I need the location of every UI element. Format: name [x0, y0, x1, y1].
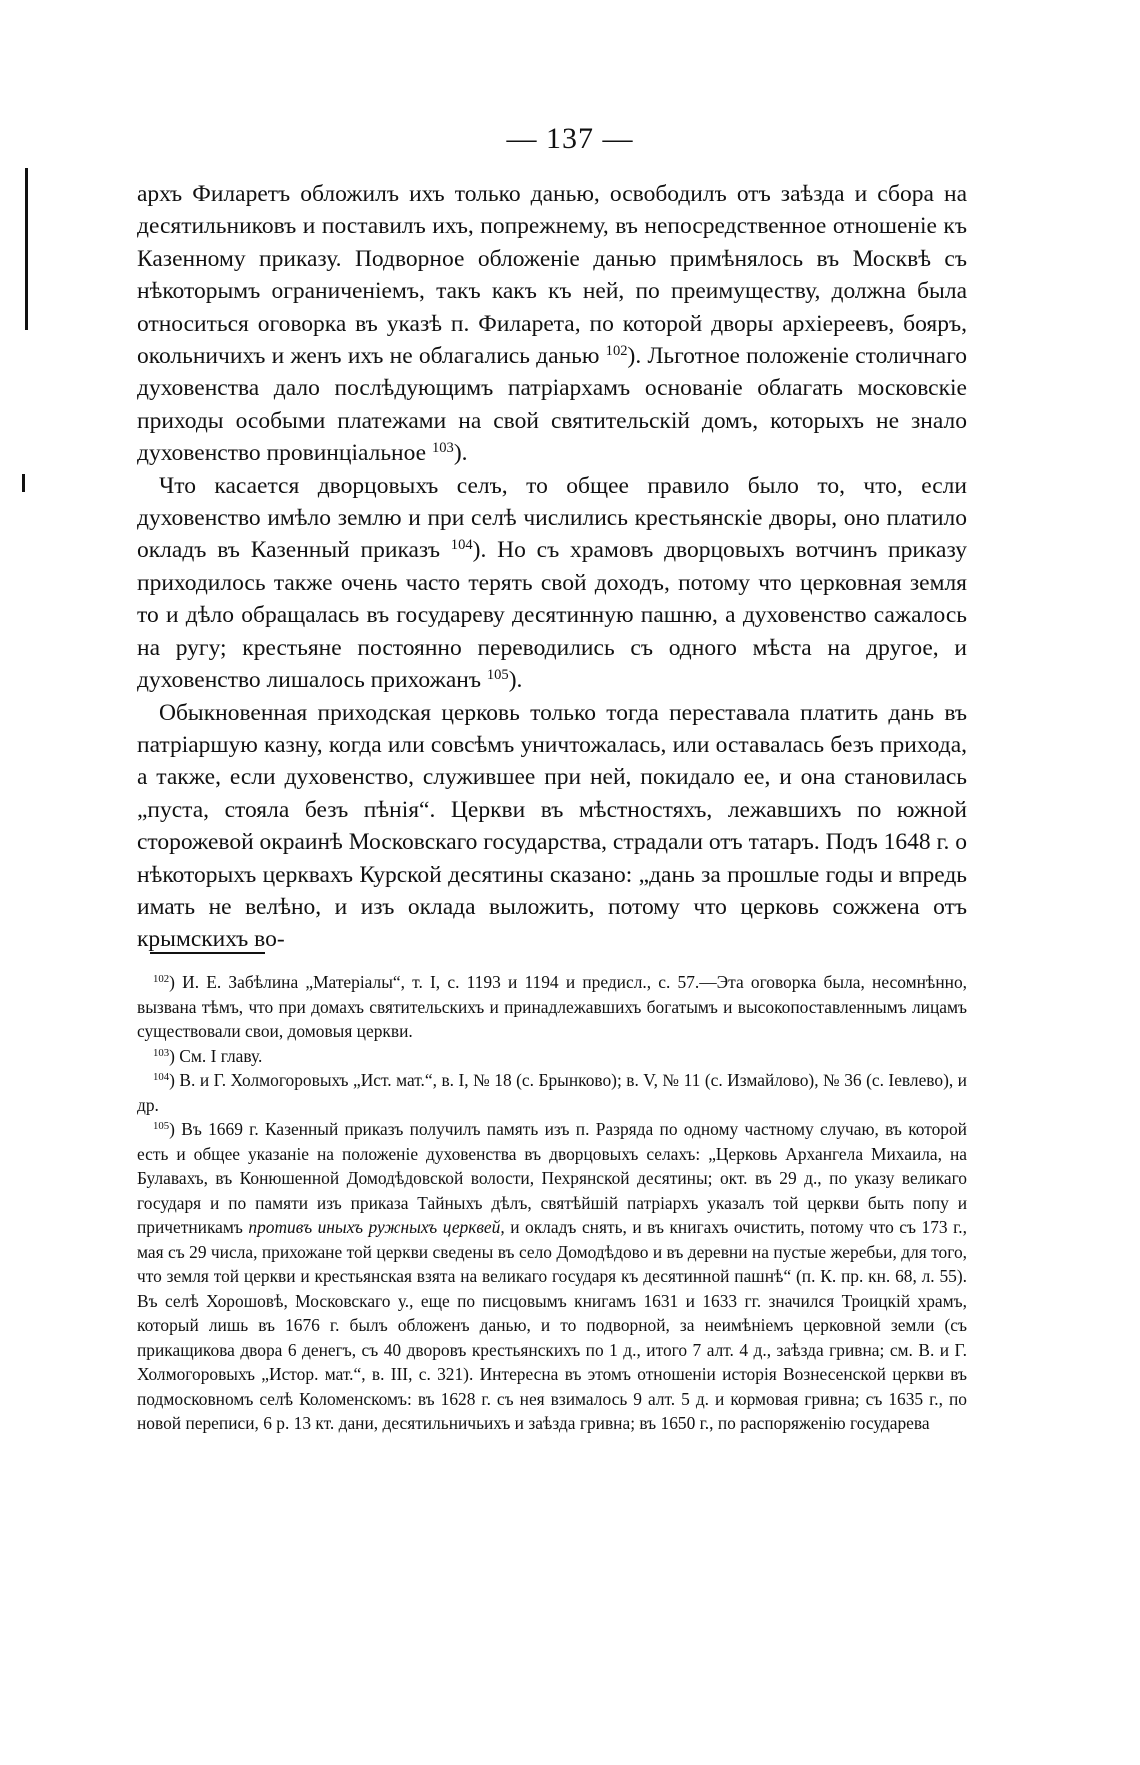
footnote-ref-103: 103	[431, 440, 454, 457]
footnote-103: $^{103}$) См. I главу.	[153, 1045, 263, 1066]
paragraph-2: Что касается дворцовыхъ селъ, то общее правило было то, что, если духовенство имѣло землю и при селѣ числились крестьянскіе дворы, оно платило окладъ въ Казенный приказъ $^{104}$). Но съ храмовъ дворцовыхъ вотчинъ приказу приходилось также очень часто терять свой доходъ, потому что церковная земля то и дѣло обращалась въ государеву десятинную пашню, а духовенство сажалось на ругу; крестьяне постоянно переводились съ одного мѣста на другое, и духовенство лишалось прихожанъ $^{105}$).	[137, 472, 967, 694]
footnote-ref-104: 104	[450, 537, 473, 554]
footnote-ref-102: 102	[605, 343, 628, 360]
paragraph-3: Обыкновенная приходская церковь только тогда переставала платить дань въ патріаршую казну, когда или совсѣмъ уничтожалась, или оставалась безъ прихода, а также, если духовенство, служившее при ней, покидало ее, и она становилась „пуста, стояла безъ пѣнія“. Церкви въ мѣстностяхъ, лежавшихъ по южной сторожевой окраинѣ Московскаго государства, страдали отъ татаръ. Подъ 1648 г. о нѣкоторыхъ церквахъ Курской десятины сказано: „дань за прошлые годы и впредь имать не велѣно, и изъ оклада выложить, потому что церковь сожжена отъ крымскихъ во-	[137, 699, 967, 953]
footnote-105: $^{105}$) Въ 1669 г. Казенный приказъ получилъ память изъ п. Разряда по одному частному случаю, въ которой есть и общее указаніе на положеніе духовенства въ дворцовыхъ селахъ: „Церковь Архангела Михаила, на Булавахъ, въ Конюшенной Домодѣдовской волости, Пехрянской десятины; окт. въ 29 д., по указу великаго государя и по памяти изъ приказа Тайныхъ дѣлъ, святѣйшій патріархъ указалъ той церкви быть попу и причетникамъ противъ иныхъ ружныхъ церквей, и окладъ снять, и въ книгахъ очистить, потому что съ 173 г., мая съ 29 числа, прихожане той церкви сведены въ село Домодѣдово и въ деревни на пустые жеребьи, для того, что земля той церкви и крестьянская взята на великаго государя къ десятинной пашнѣ“ (п. К. пр. кн. 68, л. 55). Въ селѣ Хорошовѣ, Московскаго у., еще по писцовымъ книгамъ 1631 и 1633 гг. значился Троицкій храмъ, который лишь въ 1676 г. былъ обложенъ данью, и то подворной, за неимѣніемъ церковной земли (съ прикащикова двора 6 денегъ, съ 40 дворовъ крестьянскихъ по 1 д., итого 7 алт. 4 д., заѣзда гривна; см. В. и Г. Холмогоровыхъ „Истор. мат.“, в. III, с. 321). Интересна въ этомъ отношеніи исторія Вознесенской церкви въ подмосковномъ селѣ Коломенскомъ: въ 1628 г. съ нея взималось 9 алт. 5 д. и кормовая гривна; съ 1635 г., по новой переписи, 6 р. 13 кт. дани, десятильничьихъ и заѣзда гривна; въ 1650 г., по распоряженію государева	[137, 1119, 967, 1433]
footnote-102: $^{102}$) И. Е. Забѣлина „Матеріалы“, т. I, с. 1193 и 1194 и предисл., с. 57.—Эта оговорка была, несомнѣнно, вызвана тѣмъ, что при домахъ святительскихъ и принадлежавшихъ богатымъ и высокопоставленнымъ лицамъ существовали свои, домовыя церкви.	[137, 972, 967, 1041]
scan-margin-tick	[22, 474, 25, 492]
main-text	[137, 178, 967, 956]
footnotes	[137, 970, 967, 1436]
paragraph-1: архъ Филаретъ обложилъ ихъ только данью, освободилъ отъ заѣзда и сбора на десятильниковъ и поставилъ ихъ, попрежнему, въ непосредственное отношеніе къ Казенному приказу. Подворное обложеніе данью примѣнялось въ Москвѣ съ нѣкоторымъ ограниченіемъ, такъ какъ къ ней, по преимуществу, должна была относиться оговорка въ указѣ п. Филарета, по которой дворы архіереевъ, бояръ, окольничихъ и женъ ихъ не облагались данью $^{102}$). Льготное положеніе столичнаго духовенства дало послѣдующимъ патріархамъ основаніе облагать московскіе приходы особыми платежами на свой святительскій домъ, которыхъ не знало духовенство провинціальное $^{103}$).	[137, 181, 967, 467]
footnote-ref-105: 105	[486, 667, 509, 684]
footnote-divider	[150, 952, 265, 954]
footnote-104: $^{104}$) В. и Г. Холмогоровыхъ „Ист. мат.“, в. I, № 18 (с. Брынково); в. V, № 11 (с. Измайлово), № 36 (с. Іевлево), и др.	[137, 1070, 967, 1115]
page-number: — 137 —	[506, 122, 634, 155]
scan-margin-mark	[25, 168, 28, 330]
